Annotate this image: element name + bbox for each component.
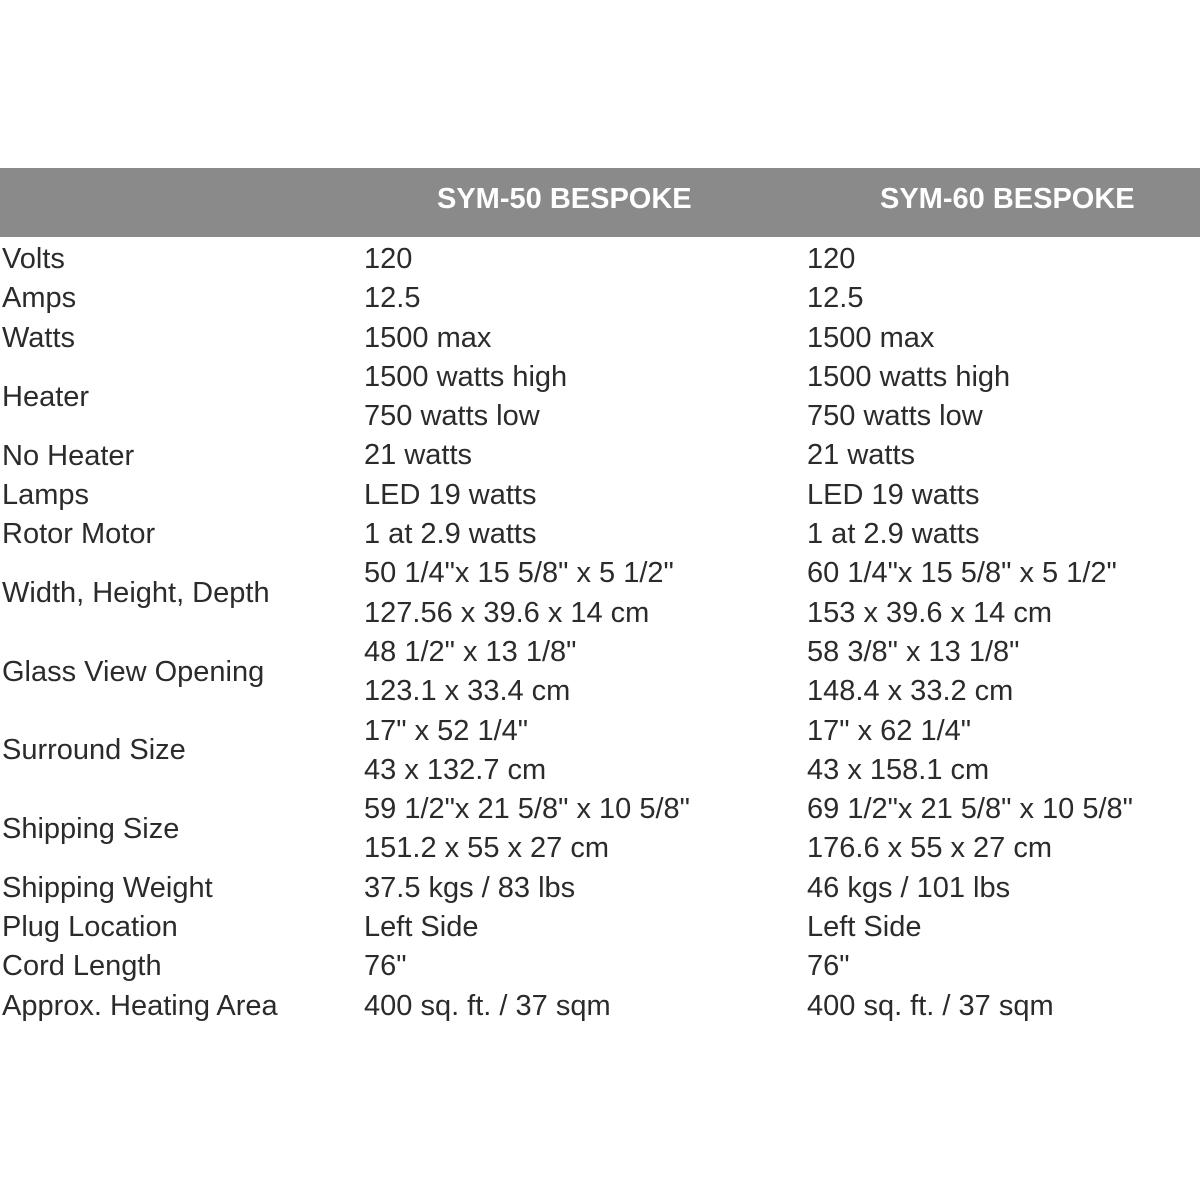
spec-value-line: 43 x 132.7 cm	[364, 753, 547, 786]
spec-value-line: 123.1 x 33.4 cm	[364, 675, 571, 708]
spec-value-sym50	[364, 476, 536, 515]
spec-value-sym50	[364, 908, 478, 947]
table-row	[0, 515, 1200, 554]
spec-label	[2, 240, 65, 279]
spec-label	[2, 515, 155, 554]
column-header-sym50: SYM-50 BESPOKE	[437, 183, 692, 215]
spec-label	[2, 319, 75, 358]
spec-table	[0, 240, 1200, 1026]
spec-value-sym50	[364, 554, 674, 633]
spec-label	[2, 987, 278, 1026]
spec-value-line: 153 x 39.6 x 14 cm	[807, 596, 1053, 629]
table-row	[0, 358, 1200, 437]
spec-value-sym60	[807, 790, 1133, 869]
spec-value-line: 400 sq. ft. / 37 sqm	[364, 989, 611, 1022]
spec-label	[2, 358, 89, 437]
spec-value-sym60	[807, 554, 1117, 633]
spec-value-line: 1500 max	[807, 321, 935, 354]
spec-value-line: 148.4 x 33.2 cm	[807, 675, 1014, 708]
spec-value-line: 43 x 158.1 cm	[807, 753, 990, 786]
spec-value-line: 17" x 62 1/4"	[807, 714, 972, 747]
spec-label	[2, 947, 162, 986]
spec-label-text: Shipping Size	[2, 812, 180, 845]
spec-value-line: 50 1/4"x 15 5/8" x 5 1/2"	[364, 557, 674, 590]
spec-value-sym50	[364, 712, 546, 791]
spec-value-sym60	[807, 947, 850, 986]
spec-label	[2, 712, 186, 791]
spec-value-sym60	[807, 436, 915, 475]
spec-label	[2, 279, 76, 318]
spec-value-sym60	[807, 869, 1010, 908]
spec-value-sym60	[807, 712, 989, 791]
spec-value-line: 46 kgs / 101 lbs	[807, 871, 1011, 904]
spec-value-line: 12.5	[364, 282, 421, 315]
spec-value-sym50	[364, 436, 472, 475]
table-row	[0, 947, 1200, 986]
spec-label-text: Approx. Heating Area	[2, 989, 278, 1022]
spec-value-line: 1 at 2.9 watts	[807, 518, 980, 551]
spec-label-text: Volts	[2, 243, 65, 276]
spec-value-sym50	[364, 633, 576, 712]
spec-value-sym50	[364, 319, 491, 358]
spec-value-line: Left Side	[807, 911, 922, 944]
spec-value-sym60	[807, 633, 1019, 712]
spec-label-text: Plug Location	[2, 911, 178, 944]
spec-value-line: 1500 max	[364, 321, 492, 354]
spec-value-line: 69 1/2"x 21 5/8" x 10 5/8"	[807, 793, 1133, 826]
spec-value-line: 1500 watts high	[364, 360, 568, 393]
spec-value-line: 176.6 x 55 x 27 cm	[807, 832, 1053, 865]
spec-label	[2, 869, 213, 908]
spec-value-sym50	[364, 279, 420, 318]
spec-value-sym60	[807, 908, 921, 947]
spec-label-text: Width, Height, Depth	[2, 577, 270, 610]
spec-value-line: 21 watts	[807, 439, 915, 472]
table-row	[0, 279, 1200, 318]
table-row	[0, 436, 1200, 475]
spec-label-text: Surround Size	[2, 734, 186, 767]
spec-value-line: 76"	[807, 950, 850, 983]
spec-value-line: 21 watts	[364, 439, 472, 472]
spec-label	[2, 436, 134, 475]
spec-value-sym50	[364, 240, 412, 279]
spec-value-line: 750 watts low	[807, 400, 983, 433]
spec-value-sym60	[807, 358, 1010, 437]
spec-label	[2, 476, 89, 515]
spec-value-sym50	[364, 790, 690, 869]
table-row	[0, 240, 1200, 279]
spec-value-line: 12.5	[807, 282, 864, 315]
spec-value-line: 750 watts low	[364, 400, 540, 433]
spec-table-header	[0, 168, 1200, 237]
table-row	[0, 633, 1200, 712]
spec-value-line: 120	[364, 243, 413, 275]
table-row	[0, 476, 1200, 515]
spec-label-text: Amps	[2, 282, 77, 315]
spec-label-text: Glass View Opening	[2, 655, 265, 688]
spec-value-line: 48 1/2" x 13 1/8"	[364, 635, 577, 668]
spec-value-line: 120	[807, 243, 856, 275]
spec-value-sym50	[364, 987, 611, 1026]
spec-label-text: Heater	[2, 380, 90, 413]
spec-label	[2, 790, 179, 869]
table-row	[0, 790, 1200, 869]
spec-value-line: LED 19 watts	[807, 478, 980, 511]
spec-value-line: Left Side	[364, 911, 479, 944]
spec-value-line: 76"	[364, 950, 407, 983]
spec-value-sym50	[364, 515, 537, 554]
spec-value-sym60	[807, 319, 934, 358]
spec-value-sym60	[807, 987, 1054, 1026]
spec-label	[2, 554, 270, 633]
table-row	[0, 908, 1200, 947]
spec-label-text: Shipping Weight	[2, 871, 213, 904]
table-row	[0, 712, 1200, 791]
table-row	[0, 554, 1200, 633]
spec-value-line: 59 1/2"x 21 5/8" x 10 5/8"	[364, 793, 690, 826]
spec-value-sym60	[807, 279, 863, 318]
spec-value-sym60	[807, 476, 979, 515]
spec-value-sym60	[807, 240, 855, 279]
table-row	[0, 319, 1200, 358]
spec-label-text: Lamps	[2, 478, 90, 511]
table-row	[0, 869, 1200, 908]
spec-value-line: 58 3/8" x 13 1/8"	[807, 635, 1020, 668]
spec-label-text: Rotor Motor	[2, 518, 156, 551]
spec-value-line: 127.56 x 39.6 x 14 cm	[364, 596, 650, 629]
spec-value-line: 60 1/4"x 15 5/8" x 5 1/2"	[807, 557, 1117, 590]
spec-value-line: 37.5 kgs / 83 lbs	[364, 871, 576, 904]
spec-value-sym50	[364, 869, 575, 908]
spec-label-text: Cord Length	[2, 950, 162, 983]
spec-value-line: 1 at 2.9 watts	[364, 518, 537, 551]
spec-value-line: LED 19 watts	[364, 478, 537, 511]
spec-value-line: 1500 watts high	[807, 360, 1011, 393]
spec-label	[2, 908, 178, 947]
spec-value-sym50	[364, 947, 407, 986]
spec-value-sym50	[364, 358, 567, 437]
spec-value-sym60	[807, 515, 980, 554]
spec-label	[2, 633, 264, 712]
spec-label-text: Watts	[2, 321, 76, 354]
spec-value-line: 151.2 x 55 x 27 cm	[364, 832, 610, 865]
spec-value-line: 17" x 52 1/4"	[364, 714, 529, 747]
column-header-sym60: SYM-60 BESPOKE	[880, 183, 1135, 215]
spec-label-text: No Heater	[2, 439, 135, 472]
table-row	[0, 987, 1200, 1026]
spec-value-line: 400 sq. ft. / 37 sqm	[807, 989, 1054, 1022]
